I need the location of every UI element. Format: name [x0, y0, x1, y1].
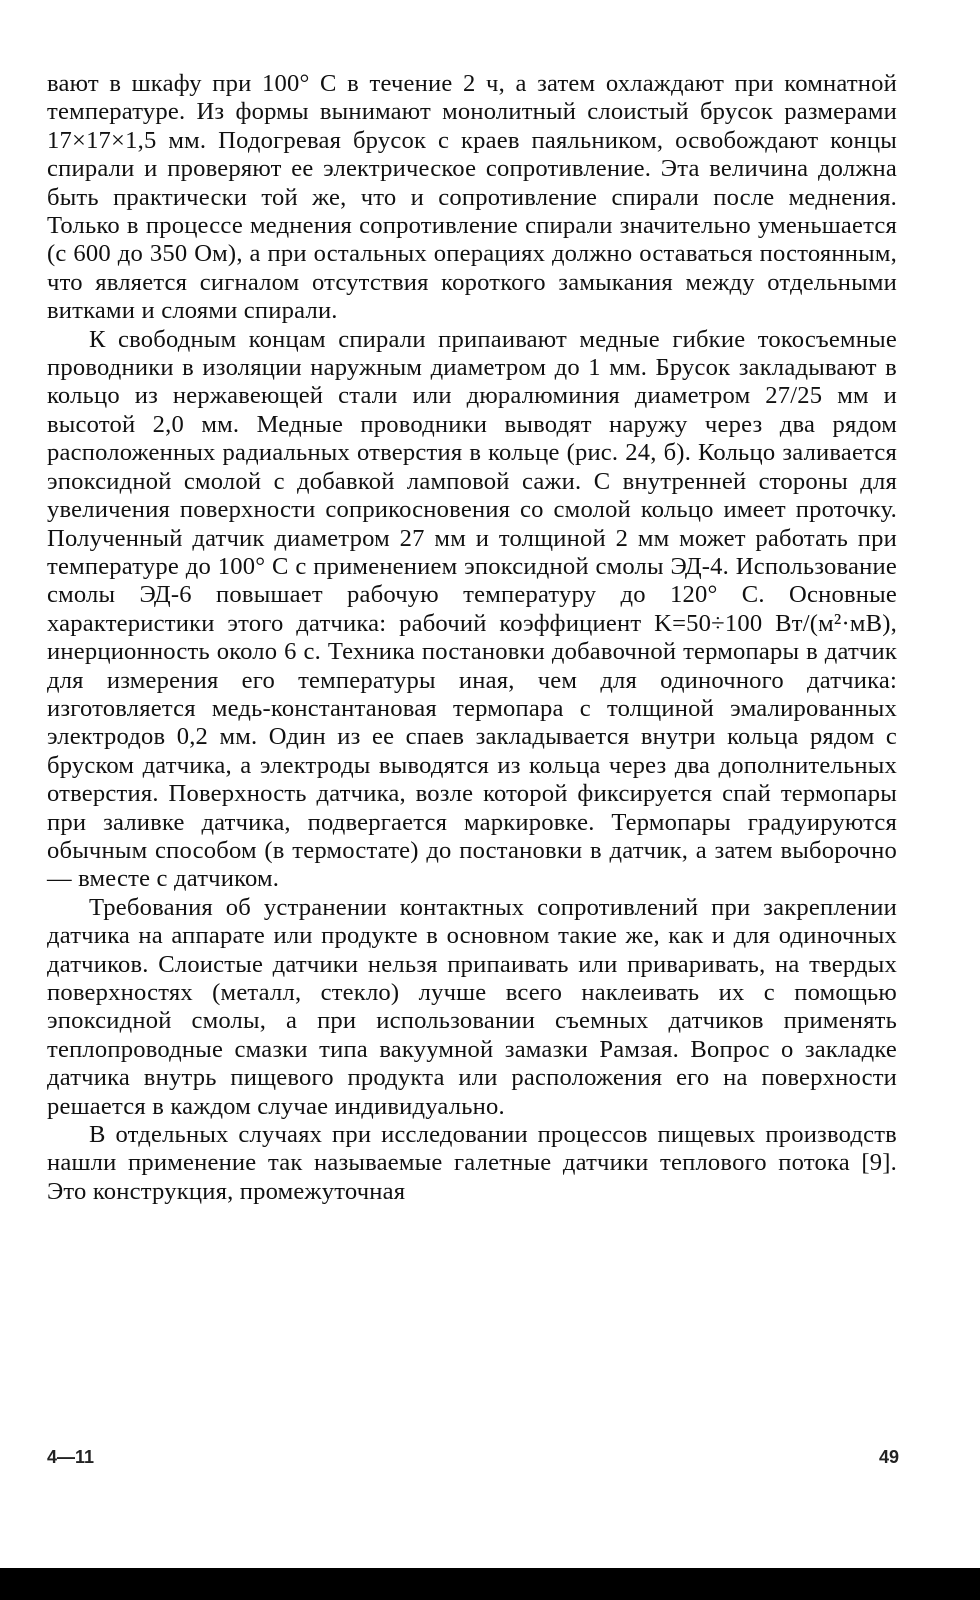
scan-edge-bar	[0, 1568, 980, 1600]
paragraph-4: В отдельных случаях при исследовании процессов пищевых производств нашли применение так называемые галетные датчики теплового потока [9]. Это конструкция, промежуточная	[47, 1121, 897, 1205]
page-body	[47, 70, 897, 1206]
paragraph-2: К свободным концам спирали припаивают медные гибкие токосъемные проводники в изоляции наружным диаметром до 1 мм. Брусок закладывают в кольцо из нержавеющей стали или дюралюминия диаметром 27/25 мм и высотой 2,0 мм. Медные проводники выводят наружу через два рядом расположенных радиальных отверстия в кольце (рис. 24, б). Кольцо заливается эпоксидной смолой с добавкой ламповой сажи. С внутренней стороны для увеличения поверхности соприкосновения со смолой кольцо имеет проточку. Полученный датчик диаметром 27 мм и толщиной 2 мм может работать при температуре до 100° С с применением эпоксидной смолы ЭД-4. Использование смолы ЭД-6 повышает рабочую температуру до 120° С. Основные характеристики этого датчика: рабочий коэффициент K=50÷100 Вт/(м²·мВ), инерционность около 6 с. Техника постановки добавочной термопары в датчик для измерения его температуры иная, чем для одиночного датчика: изготовляется медь-константановая термопара с толщиной эмалированных электродов 0,2 мм. Один из ее спаев закладывается внутри кольца рядом с бруском датчика, а электроды выводятся из кольца через два дополнительных отверстия. Поверхность датчика, возле которой фиксируется спай термопары при заливке датчика, подвергается маркировке. Термопары градуируются обычным способом (в термостате) до постановки в датчик, а затем выборочно — вместе с датчиком.	[47, 325, 897, 893]
printer-signature: 4—11	[47, 1447, 95, 1467]
page-number: 49	[878, 1447, 899, 1467]
paragraph-3: Требования об устранении контактных сопротивлений при закреплении датчика на аппарате или продукте в основном такие же, как и для одиночных датчиков. Слоистые датчики нельзя припаивать или приваривать, на твердых поверхностях (металл, стекло) лучше всего наклеивать их с помощью эпоксидной смолы, а при использовании съемных датчиков применять теплопроводные смазки типа вакуумной замазки Рамзая. Вопрос о закладке датчика внутрь пищевого продукта или расположения его на поверхности решается в каждом случае индивидуально.	[47, 893, 897, 1120]
paragraph-1: вают в шкафу при 100° С в течение 2 ч, а затем охлаждают при комнатной температуре. Из формы вынимают монолитный слоистый брусок размерами 17×17×1,5 мм. Подогревая брусок с краев паяльником, освобождают концы спирали и проверяют ее электрическое сопротивление. Эта величина должна быть практически той же, что и сопротивление спирали после меднения. Только в процессе меднения сопротивление спирали значительно уменьшается (с 600 до 350 Ом), а при остальных операциях должно оставаться постоянным, что является сигналом отсутствия короткого замыкания между отдельными витками и слоями спирали.	[47, 70, 897, 325]
